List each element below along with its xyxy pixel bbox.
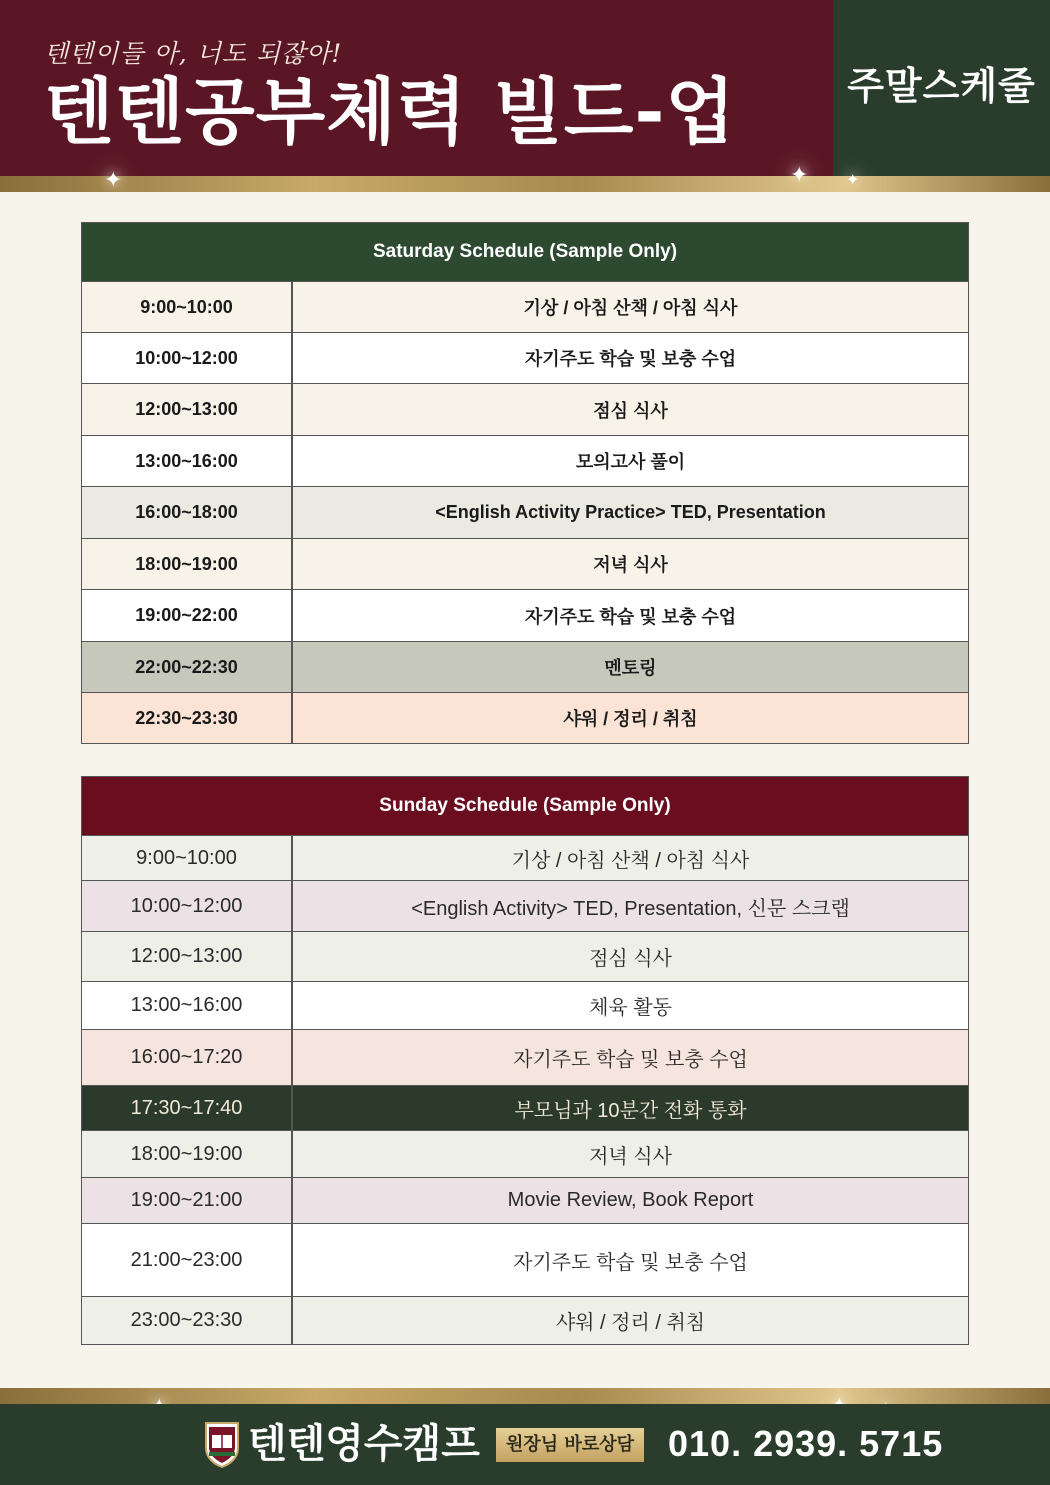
- brand-name: 텐텐영수캠프: [248, 1421, 480, 1467]
- time-cell: 23:00~23:30: [82, 1297, 293, 1344]
- activity-cell: 자기주도 학습 및 보충 수업: [513, 1251, 748, 1274]
- activity-cell: Movie Review, Book Report: [507, 1189, 754, 1211]
- activity-cell: 모의고사 풀이: [575, 452, 686, 472]
- saturday-schedule-table: [81, 222, 969, 744]
- table-row: [82, 1296, 968, 1344]
- table-row: [82, 538, 968, 589]
- header-banner: [0, 0, 1050, 178]
- table-row: [82, 332, 968, 383]
- table-row: [82, 1130, 968, 1177]
- saturday-table-header: Saturday Schedule (Sample Only): [82, 223, 968, 281]
- activity-cell: 부모님과 10분간 전화 통화: [514, 1099, 747, 1122]
- activity-cell: 체육 활동: [589, 997, 672, 1019]
- time-cell: 10:00~12:00: [82, 333, 293, 383]
- sparkle-icon: ✦: [846, 170, 860, 189]
- phone-number[interactable]: 010. 2939. 5715: [668, 1423, 944, 1464]
- time-cell: 12:00~13:00: [82, 384, 293, 435]
- activity-cell: 샤워 / 정리 / 취침: [555, 1312, 706, 1334]
- time-cell: 9:00~10:00: [82, 282, 293, 332]
- sparkle-icon: ✦: [104, 168, 123, 193]
- sunday-table-header: Sunday Schedule (Sample Only): [82, 777, 968, 835]
- time-cell: 19:00~21:00: [82, 1178, 293, 1223]
- activity-cell: <English Activity> TED, Presentation, 신문 스크랩: [411, 897, 850, 920]
- table-row: [82, 1177, 968, 1223]
- table-row: [82, 931, 968, 981]
- sparkle-icon: ✦: [790, 163, 809, 188]
- time-cell: 9:00~10:00: [82, 836, 293, 880]
- gold-divider-top: [0, 176, 1050, 192]
- table-row: [82, 486, 968, 538]
- activity-cell: 점심 식사: [589, 948, 672, 970]
- time-cell: 10:00~12:00: [82, 881, 293, 931]
- table-row: [82, 281, 968, 332]
- table-row: [82, 1223, 968, 1296]
- table-row: [82, 641, 968, 692]
- table-row: [82, 589, 968, 641]
- header-subtitle: 텐텐이들 아, 너도 되잖아!: [44, 39, 343, 68]
- activity-cell: 기상 / 아침 산책 / 아침 식사: [523, 298, 738, 318]
- time-cell: 12:00~13:00: [82, 932, 293, 981]
- activity-cell: 샤워 / 정리 / 취침: [563, 709, 698, 729]
- weekend-schedule-badge: 주말스케줄: [847, 64, 1036, 108]
- table-row: [82, 981, 968, 1029]
- activity-cell: 멘토링: [604, 658, 657, 678]
- activity-cell: 기상 / 아침 산책 / 아침 식사: [511, 849, 750, 872]
- time-cell: 13:00~16:00: [82, 982, 293, 1029]
- shield-book-icon: [203, 1420, 241, 1468]
- sunday-schedule-table: [81, 776, 969, 1345]
- table-row: [82, 880, 968, 931]
- time-cell: 17:30~17:40: [82, 1086, 293, 1130]
- activity-cell: 점심 식사: [593, 400, 668, 421]
- consult-label: 원장님 바로상담: [496, 1428, 644, 1462]
- time-cell: 21:00~23:00: [82, 1224, 293, 1296]
- activity-cell: 저녁 식사: [589, 1145, 672, 1168]
- time-cell: 22:00~22:30: [82, 642, 293, 692]
- activity-cell: 자기주도 학습 및 보충 수업: [524, 606, 737, 627]
- time-cell: 18:00~19:00: [82, 1131, 293, 1177]
- table-row: [82, 1085, 968, 1130]
- time-cell: 13:00~16:00: [82, 436, 293, 486]
- time-cell: 22:30~23:30: [82, 693, 293, 743]
- page-title: 텐텐공부체력 빌드-업: [44, 70, 736, 154]
- time-cell: 16:00~17:20: [82, 1030, 293, 1085]
- table-row: [82, 383, 968, 435]
- table-row: [82, 692, 968, 743]
- time-cell: 18:00~19:00: [82, 539, 293, 589]
- activity-cell: 저녁 식사: [593, 555, 668, 575]
- table-row: [82, 835, 968, 880]
- activity-cell: 자기주도 학습 및 보충 수업: [524, 349, 737, 369]
- table-row: [82, 1029, 968, 1085]
- activity-cell: <English Activity Practice> TED, Presentation: [435, 502, 826, 522]
- activity-cell: 자기주도 학습 및 보충 수업: [513, 1049, 748, 1071]
- time-cell: 19:00~22:00: [82, 590, 293, 641]
- table-row: [82, 435, 968, 486]
- time-cell: 16:00~18:00: [82, 487, 293, 538]
